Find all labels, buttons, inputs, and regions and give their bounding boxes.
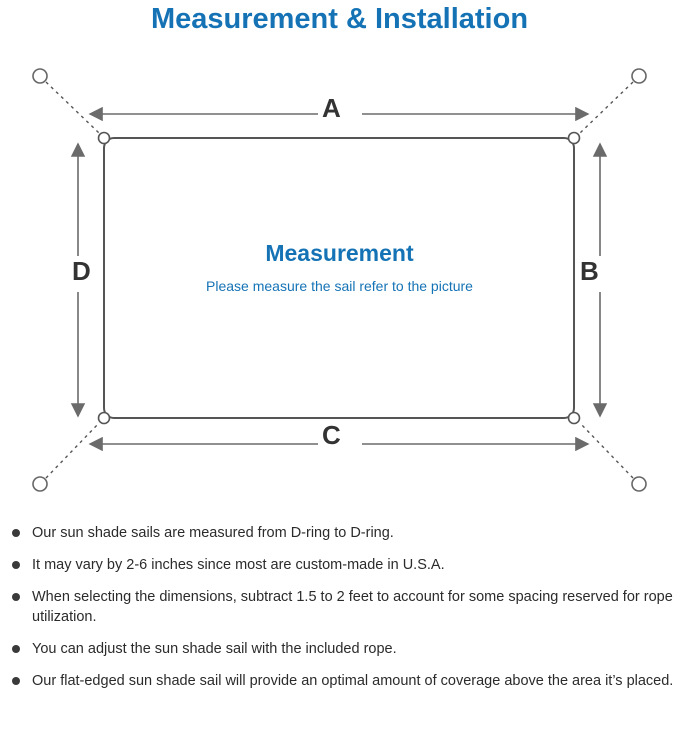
dimension-label-b: B (580, 256, 599, 286)
note-text: Our flat-edged sun shade sail will provide an optimal amount of coverage above the area it’s placed. (32, 673, 674, 689)
dimension-label-d: D (72, 256, 91, 286)
notes-list (0, 523, 679, 703)
sail-center-sublabel: Please measure the sail refer to the picture (206, 278, 473, 294)
list-item (0, 587, 679, 627)
sail-measurement-diagram (0, 48, 679, 518)
note-text: It may vary by 2-6 inches since most are custom-made in U.S.A. (32, 557, 445, 573)
page-title: Measurement & Installation (150, 3, 529, 35)
dimension-label-c: C (322, 420, 341, 450)
list-item (0, 555, 679, 575)
list-item (0, 671, 679, 691)
bullet-icon (12, 529, 20, 537)
list-item (0, 523, 679, 543)
list-item (0, 639, 679, 659)
note-text: Our sun shade sails are measured from D-ring to D-ring. (32, 525, 394, 541)
bullet-icon (12, 677, 20, 685)
bullet-icon (12, 561, 20, 569)
note-text: When selecting the dimensions, subtract 1.5 to 2 feet to account for some spacing reserved for rope utilization. (32, 589, 673, 625)
bullet-icon (12, 593, 20, 601)
bullet-icon (12, 645, 20, 653)
dimension-label-a: A (322, 93, 341, 123)
sail-center-label: Measurement (265, 240, 414, 266)
note-text: You can adjust the sun shade sail with the included rope. (32, 641, 397, 657)
